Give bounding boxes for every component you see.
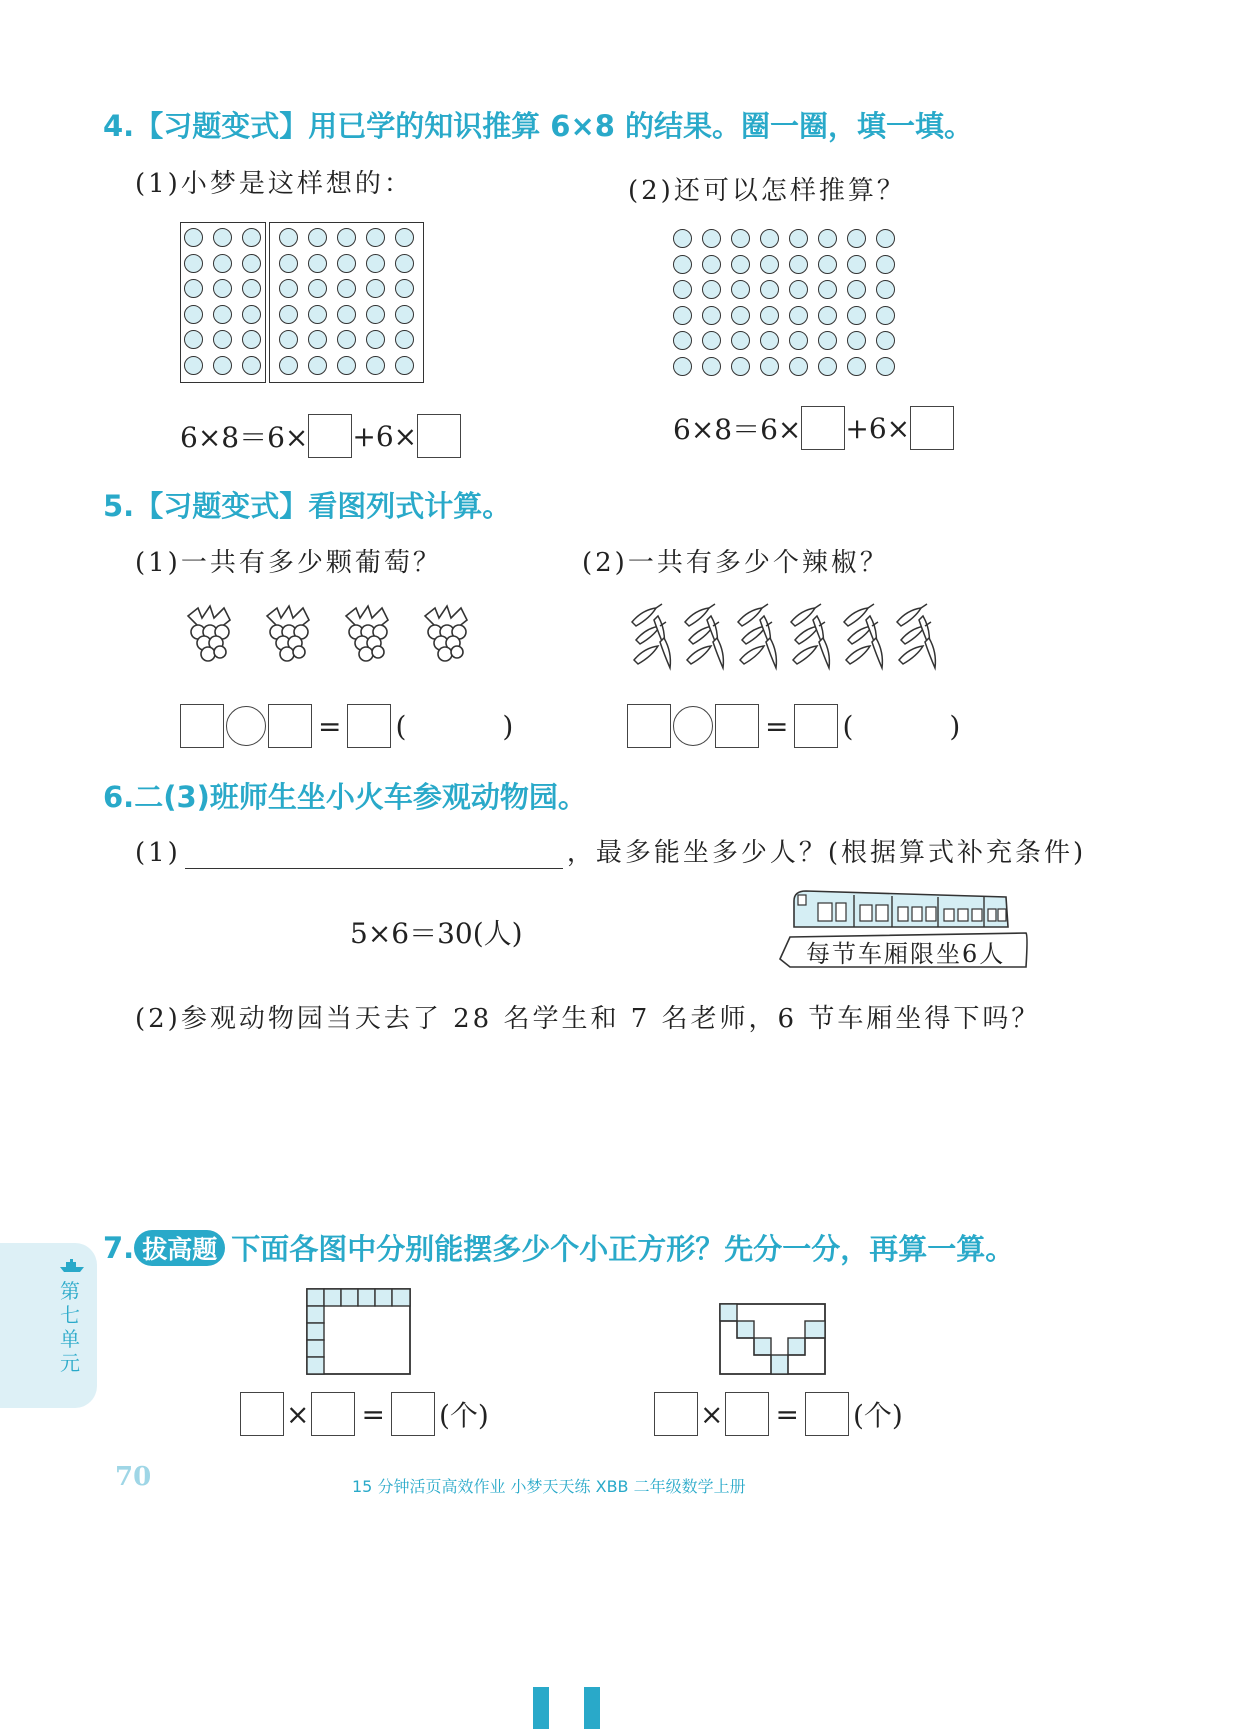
q7-eq1-box-1[interactable]: [240, 1392, 284, 1436]
q4-eq2-left: 6×8＝6×: [673, 413, 802, 446]
dot: [760, 357, 779, 376]
dot: [673, 306, 692, 325]
dot: [818, 306, 837, 325]
dot: [673, 331, 692, 350]
q4-eq2-answer-box-2[interactable]: [910, 406, 954, 450]
dot: [213, 330, 232, 349]
dot: [818, 255, 837, 274]
dot: [702, 280, 721, 299]
q5-eq1-box-2[interactable]: [268, 704, 312, 748]
dot: [366, 279, 385, 298]
q7-equation-1: [240, 1392, 489, 1436]
binding-mark-right: [584, 1687, 600, 1729]
dot: [760, 255, 779, 274]
pepper-group-4: [791, 604, 829, 668]
q4-dot-array-right-part: [279, 228, 424, 381]
dot: [242, 254, 261, 273]
dot: [876, 306, 895, 325]
q7-eq2-box-1[interactable]: [654, 1392, 698, 1436]
dot: [308, 330, 327, 349]
q7-eq2-equals: =: [775, 1397, 799, 1431]
dot: [308, 305, 327, 324]
q5-eq2-paren-open: (: [842, 709, 854, 743]
q7-eq2-box-3[interactable]: [805, 1392, 849, 1436]
dot: [213, 254, 232, 273]
q5-eq1-box-3[interactable]: [347, 704, 391, 748]
dot: [702, 331, 721, 350]
dot: [702, 306, 721, 325]
dot: [876, 280, 895, 299]
dot: [760, 229, 779, 248]
dot: [789, 280, 808, 299]
dot: [731, 306, 750, 325]
q7-title: [103, 1227, 1014, 1268]
q4-title-text: 【习题变式】用已学的知识推算 6×8 的结果。圈一圈，填一填。: [134, 109, 974, 143]
q4-eq2-answer-box-1[interactable]: [801, 406, 845, 450]
dot: [818, 280, 837, 299]
dot: [847, 255, 866, 274]
q5-eq2-box-1[interactable]: [627, 704, 671, 748]
dot: [213, 356, 232, 375]
dot: [876, 255, 895, 274]
q7-figure-1: [306, 1288, 412, 1378]
q6-equation: 5×6＝30(人): [350, 917, 523, 950]
grape-bunch-3: [346, 606, 388, 661]
dot: [818, 331, 837, 350]
q6-sub1-suffix: ，最多能坐多少人？(根据算式补充条件): [566, 838, 1087, 868]
dot: [308, 279, 327, 298]
dot: [673, 255, 692, 274]
q5-number: 5.: [103, 489, 135, 523]
dot: [242, 330, 261, 349]
dot: [876, 357, 895, 376]
q7-eq2-unit: (个): [852, 1399, 903, 1432]
dot: [847, 357, 866, 376]
dot: [279, 228, 298, 247]
dot: [702, 229, 721, 248]
dot: [702, 357, 721, 376]
q5-eq1-box-1[interactable]: [180, 704, 224, 748]
dot: [789, 306, 808, 325]
dot: [279, 356, 298, 375]
q7-figure-2: [719, 1303, 827, 1377]
pepper-group-1: [632, 604, 670, 668]
q4-eq1-answer-box-1[interactable]: [308, 414, 352, 458]
q7-eq1-box-2[interactable]: [311, 1392, 355, 1436]
q5-eq1-paren-open: (: [395, 709, 407, 743]
q6-sub1-prefix: (1): [135, 838, 181, 868]
dot: [308, 228, 327, 247]
challenge-badge: 拔高题: [134, 1230, 225, 1266]
dot: [789, 255, 808, 274]
unit-label-char-4: 元: [60, 1351, 80, 1375]
q5-eq1-operator-circle[interactable]: [226, 706, 266, 746]
q6-sub1: [135, 832, 1086, 869]
dot: [242, 305, 261, 324]
dot: [818, 357, 837, 376]
dot: [366, 305, 385, 324]
dot: [731, 229, 750, 248]
q4-eq1-plus: +6×: [352, 419, 418, 453]
binding-mark-left: [533, 1687, 549, 1729]
dot: [213, 228, 232, 247]
q6-title-text: 二(3)班师生坐小火车参观动物园。: [134, 780, 587, 814]
dot: [337, 254, 356, 273]
dot: [337, 279, 356, 298]
unit-label-char-2: 七: [60, 1303, 80, 1327]
dot: [308, 254, 327, 273]
unit-side-tab: [0, 1243, 97, 1408]
q5-sub2: (2)一共有多少个辣椒？: [582, 548, 889, 578]
dot: [184, 330, 203, 349]
unit-label-char-3: 单: [60, 1327, 80, 1351]
q4-dot-array-2: [673, 229, 905, 382]
q7-number: 7.: [103, 1230, 135, 1265]
q5-eq1-paren-close: ): [502, 709, 514, 743]
dot: [789, 357, 808, 376]
dot: [184, 279, 203, 298]
dot: [213, 305, 232, 324]
dot: [847, 331, 866, 350]
q7-eq1-box-3[interactable]: [391, 1392, 435, 1436]
q4-number: 4.: [103, 109, 135, 143]
peppers-illustration: [628, 598, 948, 676]
q4-equation-2: [673, 406, 954, 450]
q5-eq2-box-2[interactable]: [715, 704, 759, 748]
q7-eq2-times: ×: [700, 1397, 724, 1431]
dot: [366, 330, 385, 349]
dot: [731, 331, 750, 350]
dot: [279, 305, 298, 324]
dot: [308, 356, 327, 375]
unit-label-char-1: 第: [60, 1279, 80, 1303]
q7-eq2-box-2[interactable]: [725, 1392, 769, 1436]
q6-title: [103, 775, 587, 816]
dot: [337, 228, 356, 247]
dot: [789, 229, 808, 248]
grapes-illustration: [176, 600, 486, 670]
q5-eq2-box-3[interactable]: [794, 704, 838, 748]
q5-eq2-equals: =: [765, 709, 789, 743]
dot: [279, 330, 298, 349]
q5-eq2-operator-circle[interactable]: [673, 706, 713, 746]
dot: [673, 357, 692, 376]
q4-sub2: (2)还可以怎样推算？: [628, 176, 906, 206]
dot: [213, 279, 232, 298]
dot: [337, 330, 356, 349]
dot: [847, 306, 866, 325]
q5-eq2-paren-close: ): [949, 709, 961, 743]
grape-bunch-1: [188, 606, 230, 661]
q6-condition-blank[interactable]: [185, 842, 563, 869]
dot: [395, 228, 414, 247]
dot: [395, 254, 414, 273]
q7-title-text: 下面各图中分别能摆多少个小正方形？先分一分，再算一算。: [231, 1232, 1015, 1266]
dot: [760, 331, 779, 350]
q5-title: [103, 484, 511, 525]
pepper-group-5: [844, 604, 882, 668]
dot: [731, 255, 750, 274]
dot: [731, 357, 750, 376]
dot: [673, 229, 692, 248]
dot: [847, 280, 866, 299]
dot: [279, 279, 298, 298]
dot: [789, 331, 808, 350]
dot: [876, 331, 895, 350]
dot: [395, 279, 414, 298]
dot: [876, 229, 895, 248]
dot: [184, 254, 203, 273]
dot: [242, 356, 261, 375]
dot: [184, 305, 203, 324]
dot: [366, 356, 385, 375]
dot: [847, 229, 866, 248]
dot: [366, 228, 385, 247]
dot: [395, 305, 414, 324]
unit-label: [58, 1279, 82, 1375]
q7-eq1-equals: =: [361, 1397, 385, 1431]
dot: [184, 228, 203, 247]
dot: [818, 229, 837, 248]
dot: [395, 356, 414, 375]
q5-title-text: 【习题变式】看图列式计算。: [134, 489, 512, 523]
dot: [242, 279, 261, 298]
dot: [395, 330, 414, 349]
q4-dot-array-left-part: [184, 228, 271, 381]
q4-sub1: (1)小梦是这样想的：: [135, 169, 413, 199]
pepper-group-3: [738, 604, 776, 668]
q6-sub2: (2)参观动物园当天去了 28 名学生和 7 名老师，6 节车厢坐得下吗？: [135, 1004, 1041, 1034]
q5-equation-1: [180, 704, 513, 748]
dot: [337, 305, 356, 324]
q7-equation-2: [654, 1392, 903, 1436]
train-sign-text: 每节车厢限坐6人: [806, 940, 1006, 968]
q7-eq1-unit: (个): [438, 1399, 489, 1432]
dot: [760, 306, 779, 325]
q4-equation-1: [180, 414, 461, 458]
q5-eq1-equals: =: [318, 709, 342, 743]
ship-icon: [58, 1259, 86, 1273]
dot: [366, 254, 385, 273]
grape-bunch-4: [425, 606, 467, 661]
dot: [337, 356, 356, 375]
dot: [702, 255, 721, 274]
dot: [673, 280, 692, 299]
dot: [731, 280, 750, 299]
dot: [279, 254, 298, 273]
dot: [184, 356, 203, 375]
q6-number: 6.: [103, 780, 135, 814]
footer-text: 15 分钟活页高效作业 小梦天天练 XBB 二年级数学上册: [352, 1477, 746, 1496]
q5-equation-2: [627, 704, 960, 748]
q7-eq1-times: ×: [286, 1397, 310, 1431]
dot: [760, 280, 779, 299]
pepper-group-6: [897, 604, 935, 668]
q4-title: [103, 104, 973, 145]
q4-eq1-answer-box-2[interactable]: [417, 414, 461, 458]
q4-eq1-left: 6×8＝6×: [180, 421, 309, 454]
q4-eq2-plus: +6×: [845, 411, 911, 445]
page-number: 70: [115, 1462, 152, 1492]
dot: [242, 228, 261, 247]
grape-bunch-2: [267, 606, 309, 661]
q5-sub1: (1)一共有多少颗葡萄？: [135, 548, 442, 578]
pepper-group-2: [685, 604, 723, 668]
